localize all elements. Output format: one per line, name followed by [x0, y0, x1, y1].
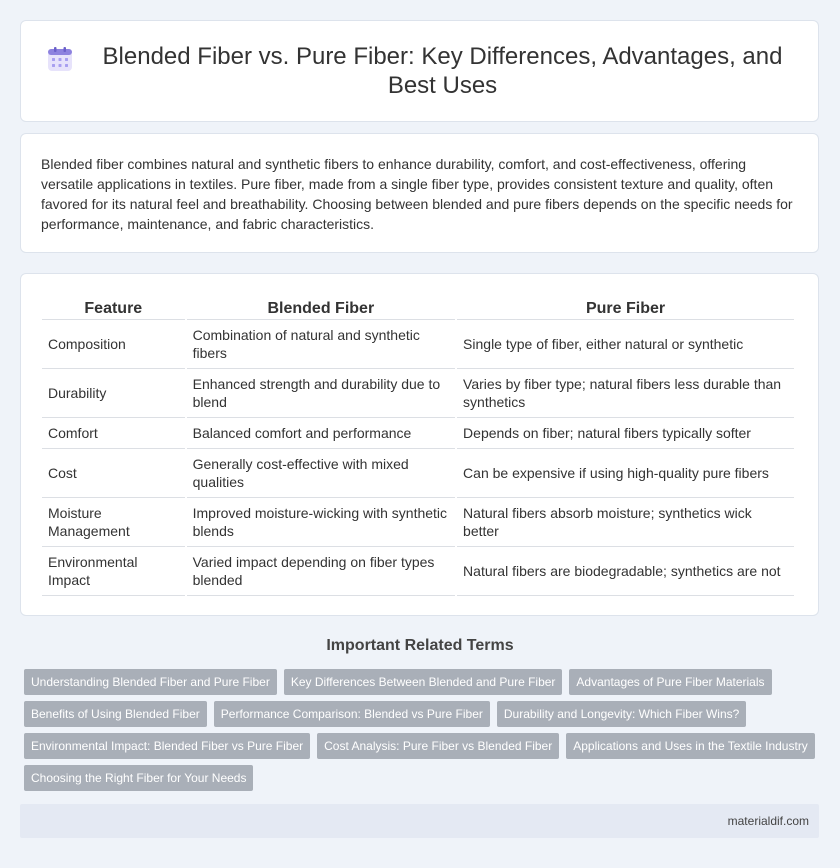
feature-cell: Comfort [42, 418, 185, 449]
comparison-table-card [20, 273, 819, 616]
related-term-tag[interactable]: Applications and Uses in the Textile Industry [566, 733, 815, 759]
related-term-tag[interactable]: Advantages of Pure Fiber Materials [569, 669, 771, 695]
related-term-tag[interactable]: Cost Analysis: Pure Fiber vs Blended Fiber [317, 733, 559, 759]
header-pure-fiber: Pure Fiber [457, 294, 794, 320]
header-feature: Feature [42, 294, 185, 320]
feature-cell: Environmental Impact [42, 547, 185, 596]
related-term-tag[interactable]: Benefits of Using Blended Fiber [24, 701, 207, 727]
table-row [42, 369, 794, 418]
pure-cell: Natural fibers absorb moisture; synthetics wick better [457, 498, 794, 547]
related-terms-list [24, 669, 824, 791]
page-title: Blended Fiber vs. Pure Fiber: Key Differences, Advantages, and Best Uses [102, 43, 783, 99]
header-card [20, 20, 819, 122]
pure-cell: Single type of fiber, either natural or synthetic [457, 320, 794, 369]
header-blended-fiber: Blended Fiber [187, 294, 455, 320]
blended-cell: Generally cost-effective with mixed qualities [187, 449, 455, 498]
table-row [42, 418, 794, 449]
intro-card [20, 133, 819, 253]
footer [20, 804, 819, 838]
pure-cell: Depends on fiber; natural fibers typically softer [457, 418, 794, 449]
related-term-tag[interactable]: Understanding Blended Fiber and Pure Fiber [24, 669, 277, 695]
related-term-tag[interactable]: Environmental Impact: Blended Fiber vs Pure Fiber [24, 733, 310, 759]
table-row [42, 498, 794, 547]
blended-cell: Balanced comfort and performance [187, 418, 455, 449]
related-terms-title: Important Related Terms [326, 637, 514, 654]
table-row [42, 547, 794, 596]
intro-paragraph: Blended fiber combines natural and synthetic fibers to enhance durability, comfort, and cost-effectiveness, offering versatile applications in textiles. Pure fiber, made from a single fiber type, provides consistent texture and quality, often favored for its natural feel and breathability. Choosing between blended and pure fibers depends on the specific needs for performance, maintenance, and fabric characteristics. [41, 156, 793, 232]
related-term-tag[interactable]: Choosing the Right Fiber for Your Needs [24, 765, 253, 791]
header [47, 42, 793, 100]
pure-cell: Natural fibers are biodegradable; synthetics are not [457, 547, 794, 596]
blended-cell: Improved moisture-wicking with synthetic blends [187, 498, 455, 547]
feature-cell: Composition [42, 320, 185, 369]
table-header-row [42, 294, 794, 320]
related-term-tag[interactable]: Performance Comparison: Blended vs Pure Fiber [214, 701, 490, 727]
pure-cell: Can be expensive if using high-quality pure fibers [457, 449, 794, 498]
calendar-grid-icon [47, 46, 73, 72]
pure-cell: Varies by fiber type; natural fibers less durable than synthetics [457, 369, 794, 418]
related-term-tag[interactable]: Key Differences Between Blended and Pure Fiber [284, 669, 563, 695]
feature-cell: Moisture Management [42, 498, 185, 547]
blended-cell: Enhanced strength and durability due to blend [187, 369, 455, 418]
footer-site-link[interactable]: materialdif.com [727, 814, 809, 828]
feature-cell: Durability [42, 369, 185, 418]
comparison-table [40, 294, 796, 596]
blended-cell: Varied impact depending on fiber types blended [187, 547, 455, 596]
feature-cell: Cost [42, 449, 185, 498]
blended-cell: Combination of natural and synthetic fibers [187, 320, 455, 369]
table-row [42, 449, 794, 498]
related-term-tag[interactable]: Durability and Longevity: Which Fiber Wins? [497, 701, 746, 727]
table-row [42, 320, 794, 369]
